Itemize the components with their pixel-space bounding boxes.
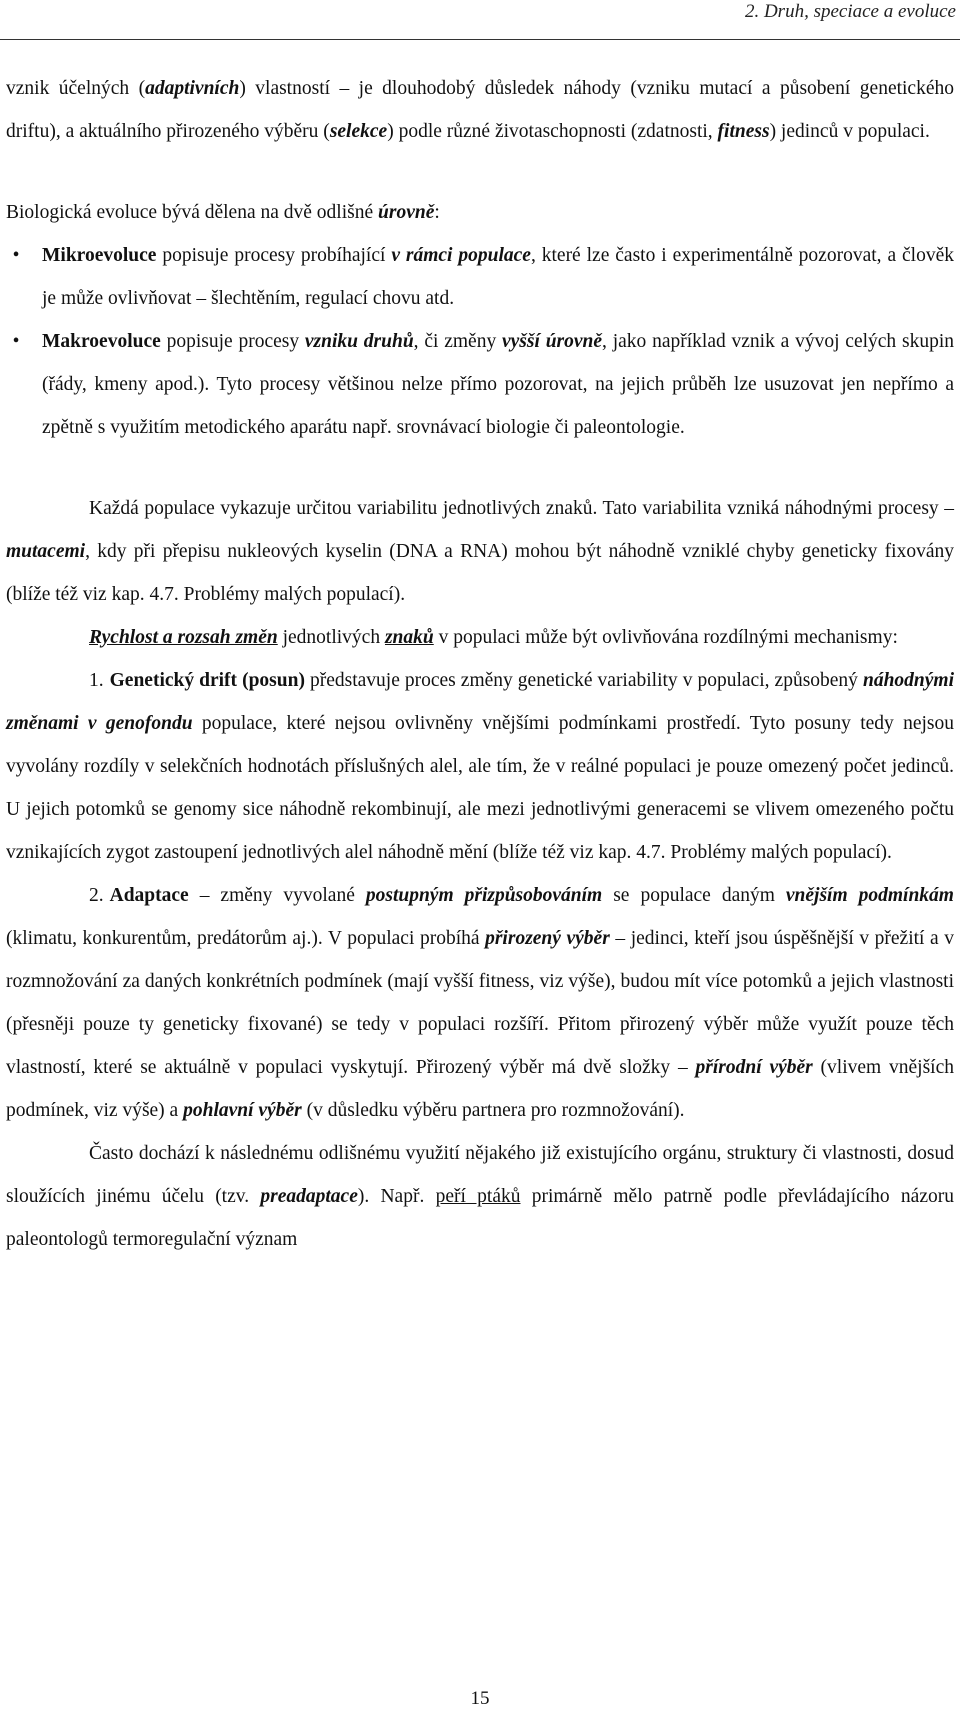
text: se populace daným (602, 885, 786, 906)
text: popisuje procesy probíhající (156, 245, 392, 266)
text: představuje proces změny genetické variability v populaci, způsobený (304, 670, 863, 691)
term-random-changes: náhodnými změnami v genofondu (6, 670, 954, 734)
bullet-icon: • (12, 331, 20, 352)
page-number: 15 (470, 1688, 490, 1709)
text: ) podle různé životaschopnosti (zdatnosti, (387, 121, 718, 142)
term-bird-feathers: peří ptáků (435, 1186, 521, 1207)
text: , kdy při přepisu nukleových kyselin (DNA a RNA) mohou být náhodně vzniklé chyby geneticky fixovány (blíže též viz kap. 4.7. Problémy malých populací). (6, 541, 954, 605)
paragraph-adaptive-traits (6, 67, 954, 153)
term-speciation: vzniku druhů (304, 331, 414, 352)
term-macroevolution: Makroevoluce (42, 331, 161, 352)
term-traits: znaků (384, 627, 434, 648)
term-external-conditions: vnějším podmínkám (785, 885, 954, 906)
term-levels: úrovně (378, 202, 435, 223)
text: – změny vyvolané (188, 885, 366, 906)
text: populace, které nejsou ovlivněny vnějšími podmínkami prostředí. Tyto posuny tedy nejsou vyvolány rozdíly v selekčních hodnotách příslušných alel, ale tím, že v reálné populaci je pouze omezený počet jedinců. U jejich potomků se genomy sice náhodně rekombinují, ale mezi jednotlivými generacemi se vlivem omezeného počtu vznikajících zygot zastoupení jednotlivých alel náhodně mění (blíže též viz kap. 4.7. Problémy malých populací). (6, 713, 954, 863)
bullet-microevolution (6, 234, 954, 320)
paragraph-preadaptation (6, 1132, 954, 1261)
text: Každá populace vykazuje určitou variabilitu jednotlivých znaků. Tato variabilita vzniká náhodnými procesy – (89, 498, 954, 519)
term-genetic-drift: Genetický drift (posun) (109, 670, 305, 691)
text: popisuje procesy (160, 331, 305, 352)
text: : (434, 202, 440, 223)
item-number: 1. (89, 670, 104, 691)
term-mutations: mutacemi (6, 541, 86, 562)
item-number: 2. (89, 885, 104, 906)
paragraph-genetic-drift (6, 659, 954, 874)
text: (klimatu, konkurentům, predátorům aj.). V populaci probíhá (6, 928, 486, 949)
running-header: 2. Druh, speciace a evoluce (744, 1, 956, 22)
text: ). Např. (357, 1186, 436, 1207)
text: , či změny (413, 331, 502, 352)
term-microevolution: Mikroevoluce (42, 245, 157, 266)
text: Biologická evoluce bývá dělena na dvě odlišné (6, 202, 379, 223)
term-fitness: fitness (717, 121, 770, 142)
term-higher-level: vyšší úrovně (502, 331, 603, 352)
text: (v důsledku výběru partnera pro rozmnožování). (301, 1100, 685, 1121)
text: vznik účelných ( (6, 78, 146, 99)
text: Často dochází k následnému odlišnému využití nějakého již existujícího orgánu, struktury či vlastnosti, dosud sloužících jinému účelu (tzv. (6, 1143, 954, 1207)
term-adaptive: adaptivních (145, 78, 240, 99)
text: jednotlivých (277, 627, 385, 648)
text: v populaci může být ovlivňována rozdílnými mechanismy: (433, 627, 898, 648)
text: primárně mělo patrně podle převládajícího názoru paleontologů termoregulační význam (6, 1186, 954, 1250)
paragraph-mechanisms (6, 616, 954, 659)
text: (vlivem vnějších podmínek, viz výše) a (6, 1057, 954, 1121)
term-rate-and-extent: Rychlost a rozsah změn (89, 627, 278, 648)
bullet-icon: • (12, 245, 20, 266)
term-adaptation: Adaptace (109, 885, 189, 906)
bullet-macroevolution (6, 320, 954, 449)
text: – jedinci, kteří jsou úspěšnější v přežití a v rozmnožování za daných konkrétních podmínek (mají vyšší fitness, viz výše), budou mít více potomků a jejich vlastnosti (přesněji pouze ty geneticky fixované) se tedy v populaci rozšíří. Přitom přirozený výběr může využít pouze těch vlastností, které se aktuálně v populaci vyskytují. Přirozený výběr má dvě složky – (6, 928, 954, 1078)
text: ) vlastností – je dlouhodobý důsledek náhody (vzniku mutací a působení genetického driftu), a aktuálního přirozeného výběru ( (6, 78, 954, 142)
term-gradual-adjustment: postupným přizpůsobováním (365, 885, 603, 906)
paragraph-evolution-levels (6, 191, 954, 234)
text: , jako například vznik a vývoj celých skupin (řády, kmeny apod.). Tyto procesy většinou nelze přímo pozorovat, na jejich průběh lze usuzovat jen nepřímo a zpětně s využitím metodického aparátu např. srovnávací biologie či paleontologie. (42, 331, 954, 438)
term-within-population: v rámci populace (391, 245, 531, 266)
term-environmental-selection: přírodní výběr (695, 1057, 813, 1078)
page-body (6, 67, 954, 1261)
paragraph-variability (6, 487, 954, 616)
paragraph-adaptation (6, 874, 954, 1132)
term-natural-selection: přirozený výběr (485, 928, 610, 949)
term-sexual-selection: pohlavní výběr (183, 1100, 302, 1121)
term-preadaptation: preadaptace (260, 1186, 358, 1207)
text: ) jedinců v populaci. (769, 121, 930, 142)
term-selection: selekce (329, 121, 388, 142)
text: , které lze často i experimentálně pozorovat, a člověk je může ovlivňovat – šlechtěním, regulací chovu atd. (42, 245, 954, 309)
header-rule (0, 39, 960, 40)
